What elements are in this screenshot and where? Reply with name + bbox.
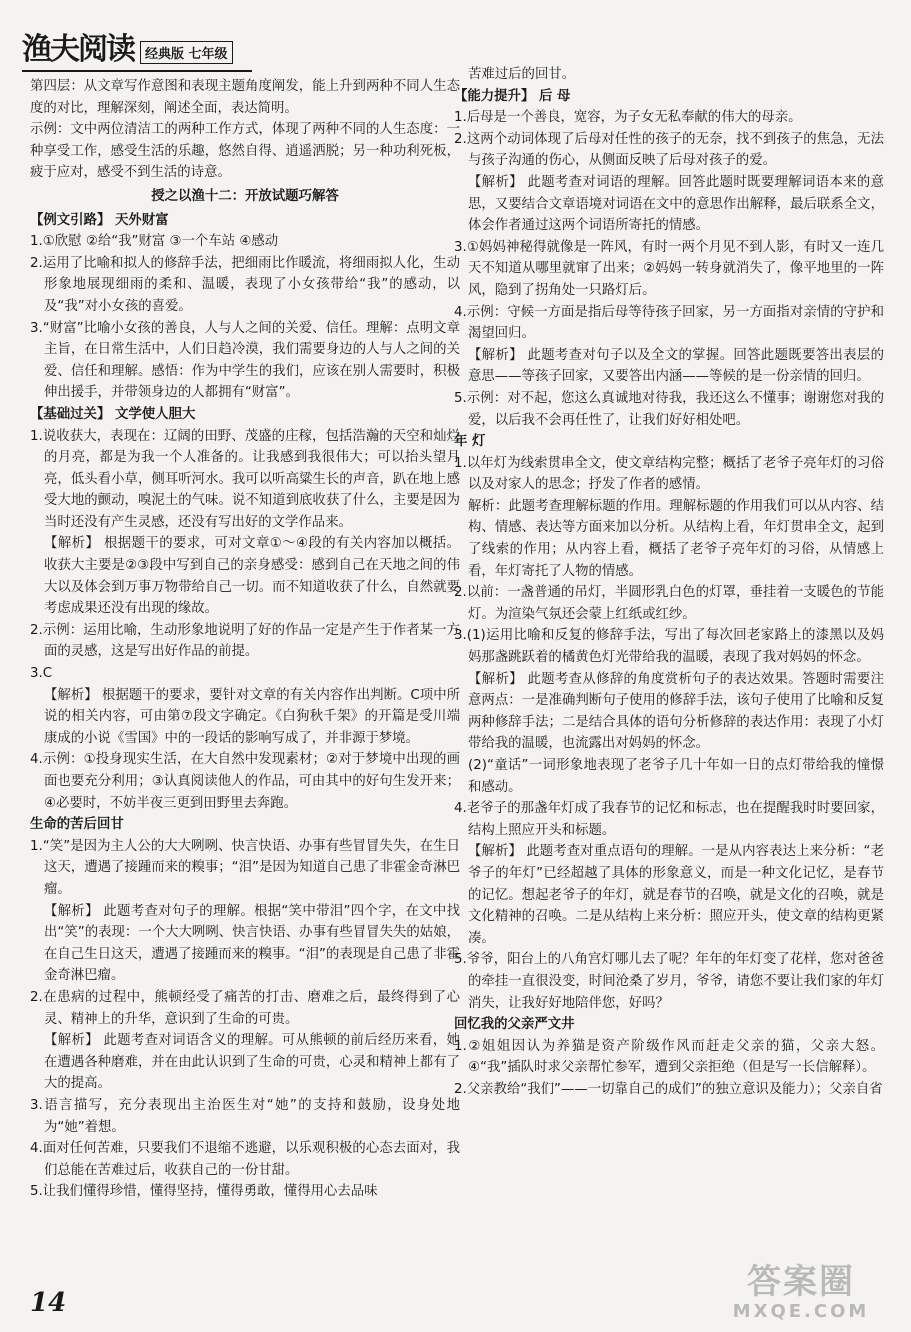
watermark-title: 答案圈	[747, 1262, 855, 1302]
answer-paragraph: 2.以前：一盏普通的吊灯，半圆形乳白色的灯罩，垂挂着一支暖色的节能灯。为渲染气氛还会蒙上红纸或红纱。	[454, 585, 884, 622]
site-watermark	[706, 1262, 896, 1326]
page-number: 14	[30, 1288, 67, 1318]
answer-paragraph: 1.“笑”是因为主人公的大大咧咧、快言快语、办事有些冒冒失失，在生日这天，遭遇了接踵而来的糗事；“泪”是因为知道自己患了非霍金奇淋巴瘤。	[30, 838, 460, 897]
answer-paragraph: 4.面对任何苦难，只要我们不退缩不逃避，以乐观积极的心态去面对，我们总能在苦难过后，收获自己的一份甘甜。	[30, 1141, 460, 1178]
section-heading: 【基础过关】 文学使人胆大	[30, 406, 196, 422]
answer-paragraph: 3.“财富”比喻小女孩的善良，人与人之间的关爱、信任。理解：点明文章主旨，在日常生活中，人们日趋冷漠，我们需要身边的人与人之间的关爱、信任和理解。感悟：作为中学生的我们，应该在别人需要时，积极伸出援手，并带领身边的人都拥有“财富”。	[30, 320, 460, 401]
section-heading: 【例文引路】 天外财富	[30, 212, 169, 228]
answer-paragraph: 3.①妈妈神秘得就像是一阵风，有时一两个月见不到人影，有时又一连几天不知道从哪里就窜了出来；②妈妈一转身就消失了，像平地里的一阵风，隐到了拐角处一只路灯后。	[454, 239, 884, 298]
answer-paragraph: 1.后母是一个善良，宽容，为子女无私奉献的伟大的母亲。	[454, 110, 802, 126]
answer-paragraph: 【解析】 根据题干的要求，可对文章①～④段的有关内容加以概括。收获大主要是②③段中写到自己的亲身感受：感到自己在天地之间的伟大以及体会到万事万物带给自己一切。而不知道收获了什么，自然就要考虑成果还没有出现的缘故。	[44, 536, 460, 617]
answer-paragraph: 5.示例：对不起，您这么真诚地对待我，我还这么不懂事；谢谢您对我的爱，以后我不会再任性了，让我们好好相处吧。	[454, 390, 884, 428]
answer-paragraph: 【解析】 此题考查从修辞的角度赏析句子的表达效果。答题时需要注意两点：一是准确判断句子使用的修辞手法，该句子使用了比喻和反复两种修辞手法；二是结合具体的语句分析修辞的表达作用：表现了小灯带给我的温暖，也流露出对妈妈的怀念。	[468, 671, 884, 752]
answer-paragraph: 【解析】 此题考查对句子的理解。根据“笑中带泪”四个字，在文中找出“笑”的表现：一个大大咧咧、快言快语、办事有些冒冒失失的姑娘，在自己生日这天，遭遇了接踵而来的糗事。“泪”的表现是自己患了非霍金奇淋巴瘤。	[44, 903, 460, 984]
answer-paragraph: 【解析】 此题考查对句子以及全文的掌握。回答此题既要答出表层的意思——等孩子回家，又要答出内涵——等候的是一份亲情的回归。	[468, 347, 884, 385]
book-edition-label: 经典版 七年级	[140, 41, 233, 64]
answer-paragraph: 3.(1)运用比喻和反复的修辞手法，写出了每次回老家路上的漆黑以及妈妈那盏跳跃着的橘黄色灯光带给我的温暖，表现了我对妈妈的怀念。	[454, 628, 884, 666]
answer-paragraph: 5.让我们懂得珍惜，懂得坚持，懂得勇敢，懂得用心去品味	[30, 1184, 378, 1200]
watermark-url: MXQE.COM	[732, 1301, 870, 1322]
answer-paragraph: 1.说收获大，表现在：辽阔的田野、茂盛的庄稼，包括浩瀚的天空和灿烂的月亮，都是为我一个人准备的。让我感到我很伟大；可以抬头望月亮，低头看小草，侧耳听河水。我可以听高粱生长的声音，趴在地上感受大地的颤动，嗅泥土的气味。说不知道到底收获了什么，主要是因为当时还没有产生灵感，还没有写出好的文学作品来。	[30, 428, 460, 530]
answer-paragraph: 【解析】 根据题干的要求，要针对文章的有关内容作出判断。C项中所说的相关内容，可由第⑦段文字确定。《白狗秋千架》的开篇是受川端康成的小说《雪国》中的一段话的影响写成了，并非源于梦境。	[44, 687, 460, 746]
answer-paragraph: 第四层：从文章写作意图和表现主题角度阐发，能上升到两种不同人生态度的对比，理解深刻，阐述全面，表达简明。	[30, 79, 460, 116]
answer-paragraph: 4.老爷子的那盏年灯成了我春节的记忆和标志，也在提醒我时时要回家，结构上照应开头和标题。	[454, 801, 884, 838]
book-logo: 渔夫阅读	[22, 32, 134, 67]
answer-paragraph: 2.这两个动词体现了后母对任性的孩子的无奈，找不到孩子的焦急，无法与孩子沟通的伤心，从侧面反映了后母对孩子的爱。	[454, 131, 884, 169]
section-heading: 年 灯	[454, 434, 486, 450]
answer-paragraph: 3.语言描写，充分表现出主治医生对“她”的支持和鼓励，设身处地为“她”着想。	[30, 1097, 460, 1135]
answer-paragraph: 5.爷爷，阳台上的八角宫灯哪儿去了呢？年年的年灯变了花样，您对爸爸的牵挂一直很没变，时间沧桑了岁月，爷爷，请您不要让我们家的年灯消失，让我好好地陪伴您，好吗？	[454, 952, 884, 1011]
answer-paragraph: (2)“童话”一词形象地表现了老爷子几十年如一日的点灯带给我的憧憬和感动。	[468, 758, 884, 795]
answer-paragraph: 解析：此题考查理解标题的作用。理解标题的作用我们可以从内容、结构、情感、表达等方面来加以分析。从结构上看，年灯贯串全文，起到了线索的作用；从内容上看，概括了老爷子亮年灯的习俗，从情感上看，年灯寄托了人物的情感。	[468, 498, 884, 579]
left-column	[30, 76, 460, 1203]
answer-paragraph: 3.C	[30, 666, 53, 682]
answer-paragraph: 2.父亲教给“我们”——一切靠自己的成们”的独立意识及能力）；父亲自省	[454, 1081, 883, 1097]
section-heading: 回忆我的父亲严文井	[454, 1017, 575, 1033]
answer-paragraph: 【解析】 此题考查对词语含义的理解。可从熊顿的前后经历来看，她在遭遇各种磨难，并在由此认识到了生命的可贵，心灵和精神上都有了大的提高。	[44, 1033, 460, 1092]
book-header	[22, 22, 252, 72]
answer-paragraph: 【解析】 此题考查对词语的理解。回答此题时既要理解词语本来的意思，又要结合文章语境对词语在文中的意思作出解释，最后联系全文，体会作者通过这两个词语所寄托的情感。	[468, 174, 884, 234]
answer-paragraph: 1.①欣慰 ②给“我”财富 ③一个车站 ④感动	[30, 234, 279, 250]
answer-paragraph: 4.示例：守候一方面是指后母等待孩子回家，另一方面指对亲情的守护和渴望回归。	[454, 304, 884, 342]
answer-paragraph: 2.示例：运用比喻，生动形象地说明了好的作品一定是产生于作者某一方面的灵感，这是写出好作品的前提。	[30, 622, 460, 660]
right-column	[454, 64, 884, 1101]
section-heading: 生命的苦后回甘	[30, 817, 124, 833]
answer-paragraph: 苦难过后的回甘。	[468, 67, 576, 82]
section-heading: 授之以渔十二：开放试题巧解答	[151, 188, 339, 204]
answer-paragraph: 2.运用了比喻和拟人的修辞手法，把细雨比作暖流，将细雨拟人化，生动形象地展现细雨的柔和、温暖，表现了小女孩带给“我”的感动，以及“我”对小女孩的喜爱。	[30, 255, 460, 314]
answer-paragraph: 1.②姐姐因认为养猫是资产阶级作风而赶走父亲的猫，父亲大怒。④“我”插队时求父亲帮忙参军，遭到父亲拒绝（但是写一长信解释）。	[454, 1038, 884, 1076]
section-heading: 【能力提升】 后 母	[454, 88, 571, 104]
answer-paragraph: 4.示例：①投身现实生活，在大自然中发现素材；②对于梦境中出现的画面也要充分利用；③认真阅读他人的作品，可由其中的好句生发开来；④必要时，不妨半夜三更到田野里去奔跑。	[30, 752, 460, 811]
answer-paragraph: 【解析】 此题考查对重点语句的理解。一是从内容表达上来分析：“老爷子的年灯”已经超越了具体的形象意义，而是一种文化记忆，是春节的记忆。想起老爷子的年灯，就是春节的召唤，就是文化的召唤，就是文化精神的召唤。二是从结构上来分析：照应开头，使文章的结构更紧凑。	[468, 844, 884, 946]
answer-paragraph: 2.在患病的过程中，熊顿经受了痛苦的打击、磨难之后，最终得到了心灵、精神上的升华，意识到了生命的可贵。	[30, 989, 460, 1027]
answer-paragraph: 1.以年灯为线索贯串全文，使文章结构完整；概括了老爷子亮年灯的习俗以及对家人的思念；抒发了作者的感情。	[454, 455, 884, 493]
answer-paragraph: 示例：文中两位清洁工的两种工作方式，体现了两种不同的人生态度：一种享受工作，感受生活的乐趣，悠然自得、逍遥洒脱；另一种功利死板，疲于应对，感受不到生活的诗意。	[30, 122, 460, 181]
